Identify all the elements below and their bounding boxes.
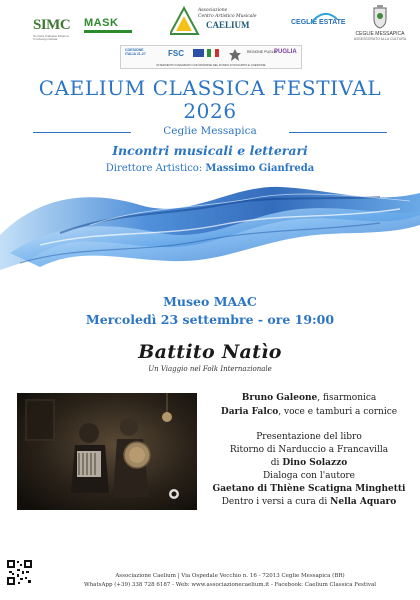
festival-title: CAELIUM CLASSICA FESTIVAL [38,76,382,100]
sponsor-strip: COESIONE ITALIA 21-27 FSC REGIONE PUGLIA PUGLIA INTERVENTO FINANZIATO CON RISORSE DEL FONDO DI SVILUPPO E COESIONE [120,45,302,69]
blue-wave-illustration [0,175,420,280]
caelium-triangle-icon [170,6,200,38]
book-author: di Dino Solazzo [270,458,348,468]
caelium-logo: Associazione Centro Artistico Musicale CAELIUM [170,6,265,46]
festival-subtitle: Incontri musicali e letterari [112,143,308,158]
comune-crest-logo: CEGLIE MESSAPICA ASSESSORATO ALLA CULTURA [350,3,410,49]
footer-contacts: WhatsApp (+39) 338 728 6187 - Web: www.associazionecaelium.it - Facebook: Caelium Classica Festival [83,582,376,588]
ceglie-estate-swoosh-icon [309,11,339,25]
book-readings: Dentro i versi a cura di Nella Aquaro [221,497,397,507]
book-title: Ritorno di Narduccio a Francavilla [229,445,389,455]
mask-logo-bar [84,30,132,33]
simc-logo: SIMC Società Italiana Musica Contemporanea [33,17,71,41]
book-intro: Presentazione del libro [256,432,362,442]
event-date: Mercoledì 23 settembre - ore 19:00 [85,312,335,327]
performer-line-1: Bruno Galeone, fisarmonica [241,393,377,403]
city-name: Ceglie Messapica [163,125,257,137]
venue: Museo MAAC [163,294,257,309]
performers-photo [17,393,197,510]
show-subtitle: Un Viaggio nel Folk Internazionale [148,365,272,373]
performers-photo-illustration [17,393,197,510]
festival-year: 2026 [183,99,237,123]
republic-emblem-icon [229,49,241,61]
footer-address: Associazione Caelium | Via Ospedale Vecchio n. 16 - 72013 Ceglie Messapica (BR) [115,573,345,579]
show-title: Battito Natìo [138,341,282,363]
ceglie-estate-logo: CEGLIE ESTATE [291,19,346,26]
book-dialogue: Dialoga con l'autore [262,471,356,481]
performer-line-2: Daria Falco, voce e tamburi a cornice [220,407,398,417]
mask-logo: MASK [84,17,119,29]
qr-code-icon[interactable] [6,559,33,586]
eu-italy-flags-icon [193,49,219,61]
crest-icon [372,5,388,29]
artistic-director: Direttore Artistico: Massimo Gianfreda [105,163,315,174]
book-guest: Gaetano di Thiène Scatigna Minghetti [212,484,406,494]
